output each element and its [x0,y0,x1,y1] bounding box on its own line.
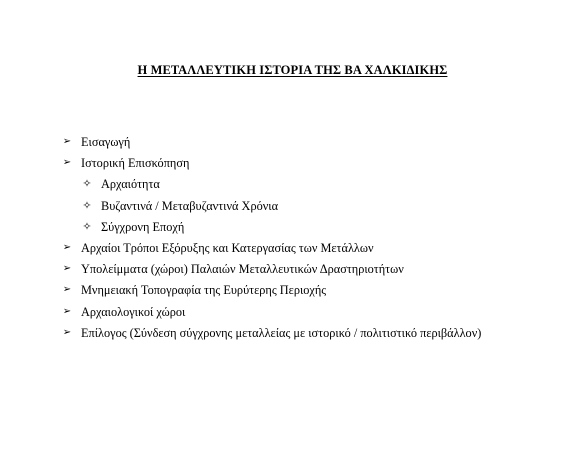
outline-item-label: Αρχαιολογικοί χώροι [81,304,186,319]
outline-item-label: Επίλογος (Σύνδεση σύγχρονης μεταλλείας με ιστορικό / πολιτιστικό περιβάλλον) [81,325,482,340]
arrow-bullet-icon: ➢ [62,263,72,275]
arrow-bullet-icon: ➢ [62,326,72,338]
arrow-bullet-icon: ➢ [62,157,72,169]
outline-item-label: Υπολείμματα (χώροι) Παλαιών Μεταλλευτικών Δραστηριοτήτων [81,262,404,277]
outline-item-label: Αρχαίοι Τρόποι Εξόρυξης και Κατεργασίας των Μετάλλων [81,240,374,255]
diamond-bullet-icon: ✧ [82,198,92,212]
diamond-bullet-icon: ✧ [82,177,92,191]
outline-subitem-label: Αρχαιότητα [101,177,160,192]
outline-item-label: Ιστορική Επισκόπηση [81,156,190,171]
outline-subitem-label: Βυζαντινά / Μεταβυζαντινά Χρόνια [101,198,279,213]
document-title: Η ΜΕΤΑΛΛΕΥΤΙΚΗ ΙΣΤΟΡΙΑ ΤΗΣ ΒΑ ΧΑΛΚΙΔΙΚΗΣ [137,63,448,77]
arrow-bullet-icon: ➢ [62,241,72,253]
outline-item-label: Εισαγωγή [81,135,131,149]
arrow-bullet-icon: ➢ [62,284,72,296]
outline-item-label: Μνημειακή Τοπογραφία της Ευρύτερης Περιοχής [81,283,327,298]
arrow-bullet-icon: ➢ [62,136,72,147]
arrow-bullet-icon: ➢ [62,305,72,317]
diamond-bullet-icon: ✧ [82,219,92,233]
outline-subitem-label: Σύγχρονη Εποχή [101,219,185,234]
